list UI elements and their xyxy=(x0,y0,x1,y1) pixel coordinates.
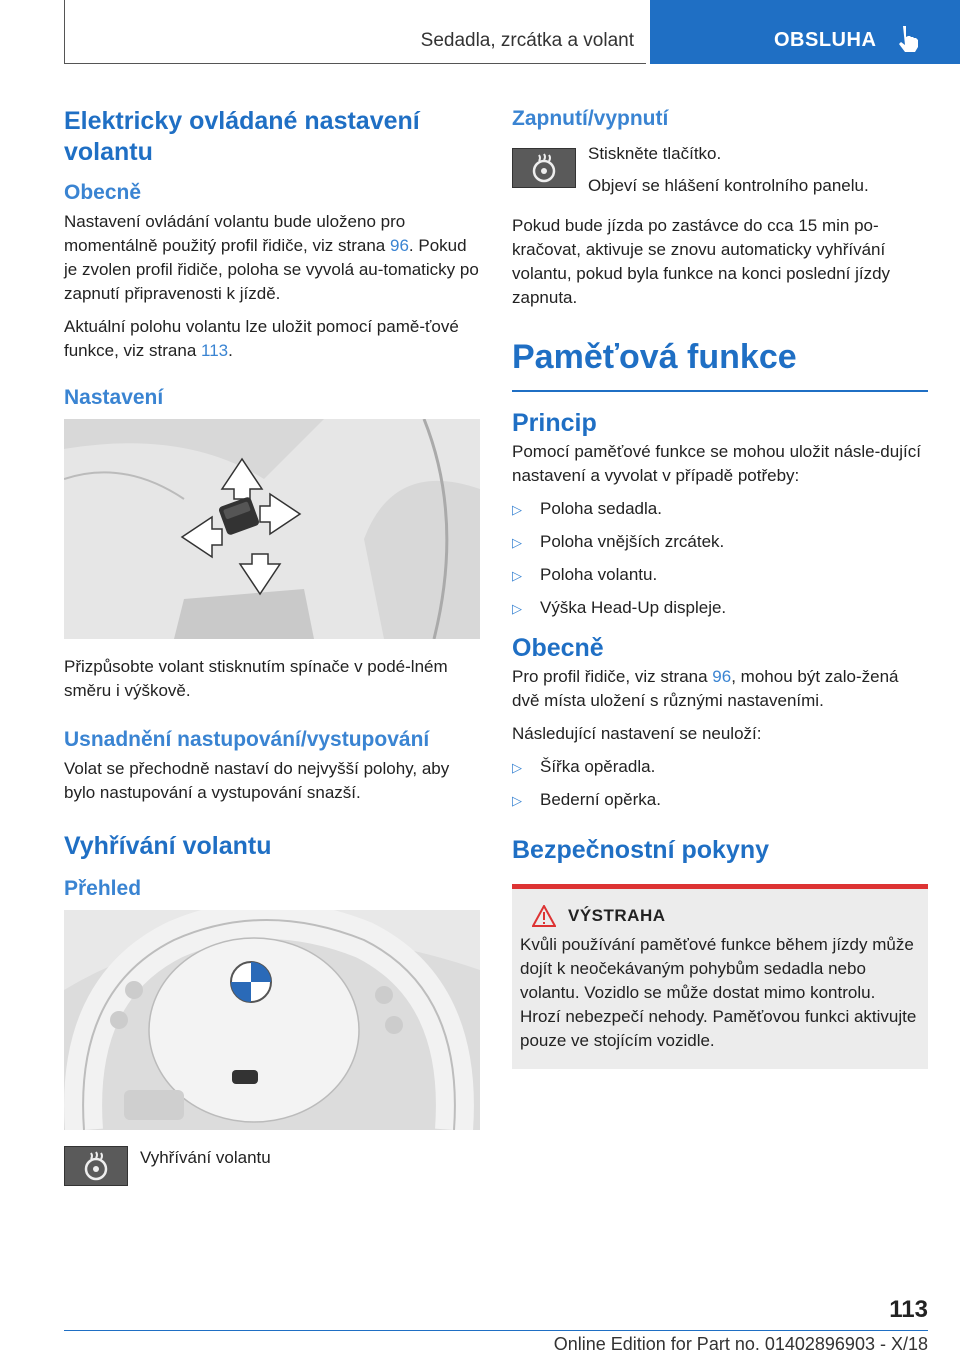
bullet-triangle-icon: ▷ xyxy=(512,760,522,775)
header-section-box xyxy=(64,0,646,64)
heading-easy-entry: Usnadnění nastupování/vystupování xyxy=(64,728,430,751)
page-link-96[interactable]: 96 xyxy=(712,667,732,686)
paragraph-general-1: Nastavení ovládání volantu bude uloženo pro momentálně použitý profil řidiče, viz strana 96. Pokud je zvolen profil řidiče, poloha se vyvolá au-tomaticky po zapnutí připravenosti k jízdě. xyxy=(64,212,479,303)
steering-wheel-heat-icon xyxy=(79,1149,113,1183)
list-item: ▷ Bederní opěrka. xyxy=(512,788,928,813)
memory-function-title: Paměťová funkce xyxy=(512,336,928,392)
page-header xyxy=(0,0,960,66)
heading-on-off: Zapnutí/vypnutí xyxy=(512,107,669,130)
hand-pointer-icon xyxy=(894,24,922,54)
paragraph-general-2: Aktuální polohu volantu lze uložit pomocí pamě-ťové funkce, viz strana 113. xyxy=(64,317,459,360)
list-item: ▷ Šířka opěradla. xyxy=(512,755,928,780)
right-column xyxy=(512,100,928,1069)
bullet-triangle-icon: ▷ xyxy=(512,535,522,550)
warning-box xyxy=(512,884,928,1069)
memory-general-1: Pro profil řidiče, viz strana 96, mohou být zalo-žená dvě místa uložení s různými nastaveními. xyxy=(512,667,899,710)
heading-principle: Princip xyxy=(512,409,597,437)
footer-divider xyxy=(64,1330,928,1331)
heading-general: Obecně xyxy=(64,181,142,204)
header-chapter-label: OBSLUHA xyxy=(774,29,877,51)
footer-edition: Online Edition for Part no. 01402896903 - X/18 xyxy=(553,1334,928,1354)
heating-caption-row xyxy=(64,1146,480,1186)
steering-wheel-heat-icon xyxy=(527,151,561,185)
warning-title: VÝSTRAHA xyxy=(568,906,666,925)
bullet-triangle-icon: ▷ xyxy=(512,568,522,583)
list-item: ▷ Poloha vnějších zrcátek. xyxy=(512,530,928,555)
heading-steering-heating: Vyhřívání volantu xyxy=(64,832,272,860)
list-item: ▷ Výška Head-Up displeje. xyxy=(512,596,928,621)
list-item: ▷ Poloha volantu. xyxy=(512,563,928,588)
easy-entry-text: Volat se přechodně nastaví do nejvyšší polohy, aby bylo nastupování a vystupování snazší. xyxy=(64,759,450,802)
memory-general-2: Následující nastavení se neuloží: xyxy=(512,724,762,743)
warning-triangle-icon xyxy=(532,905,556,927)
on-off-step-2: Objeví se hlášení kontrolního panelu. xyxy=(588,176,869,195)
on-off-step-1: Stiskněte tlačítko. xyxy=(588,144,722,163)
on-off-text: Pokud bude jízda po zastávce do cca 15 min po-kračovat, aktivuje se znovu automaticky vyhřívání volantu, pokud byla funkce na konci poslední jízdy zapnuta. xyxy=(512,216,891,307)
steering-heat-button-image xyxy=(64,1146,128,1186)
on-off-steps xyxy=(512,142,928,206)
warning-header xyxy=(520,905,920,927)
left-column xyxy=(64,100,480,1192)
header-section-title: Sedadla, zrcátka a volant xyxy=(420,30,634,51)
list-item: ▷ Poloha sedadla. xyxy=(512,497,928,522)
page-link-96[interactable]: 96 xyxy=(389,236,409,255)
bullet-triangle-icon: ▷ xyxy=(512,502,522,517)
header-chapter-tab xyxy=(650,0,960,64)
page-link-113[interactable]: 113 xyxy=(201,341,229,360)
heading-overview: Přehled xyxy=(64,877,142,900)
heading-safety: Bezpečnostní pokyny xyxy=(512,836,769,864)
steering-wheel-image xyxy=(64,910,480,1130)
heading-general-memory: Obecně xyxy=(512,634,604,662)
bullet-triangle-icon: ▷ xyxy=(512,601,522,616)
principle-list xyxy=(512,497,928,621)
not-saved-list xyxy=(512,755,928,813)
bullet-triangle-icon: ▷ xyxy=(512,793,522,808)
heating-caption: Vyhřívání volantu xyxy=(140,1148,271,1167)
principle-text: Pomocí paměťové funkce se mohou uložit násle-dující nastavení a vyvolat v případě potřeby: xyxy=(512,442,921,485)
section-title-steering-adjust: Elektricky ovládané nastavení volantu xyxy=(64,107,420,166)
heading-adjust: Nastavení xyxy=(64,386,164,409)
warning-text: Kvůli používání paměťové funkce během jízdy může dojít k neočekávaným pohybům sedadla nebo volantu. Vozidlo se může dostat mimo kontrolu. Hrozí nebezpečí nehody. Paměťovou funkci aktivujte pouze ve stojícím vozidle. xyxy=(520,935,917,1050)
adjust-text: Přizpůsobte volant stisknutím spínače v podé-lném směru i výškově. xyxy=(64,657,448,700)
steering-column-switch-image xyxy=(64,419,480,639)
page-number: 113 xyxy=(889,1296,928,1323)
steering-heat-button-image xyxy=(512,148,576,188)
